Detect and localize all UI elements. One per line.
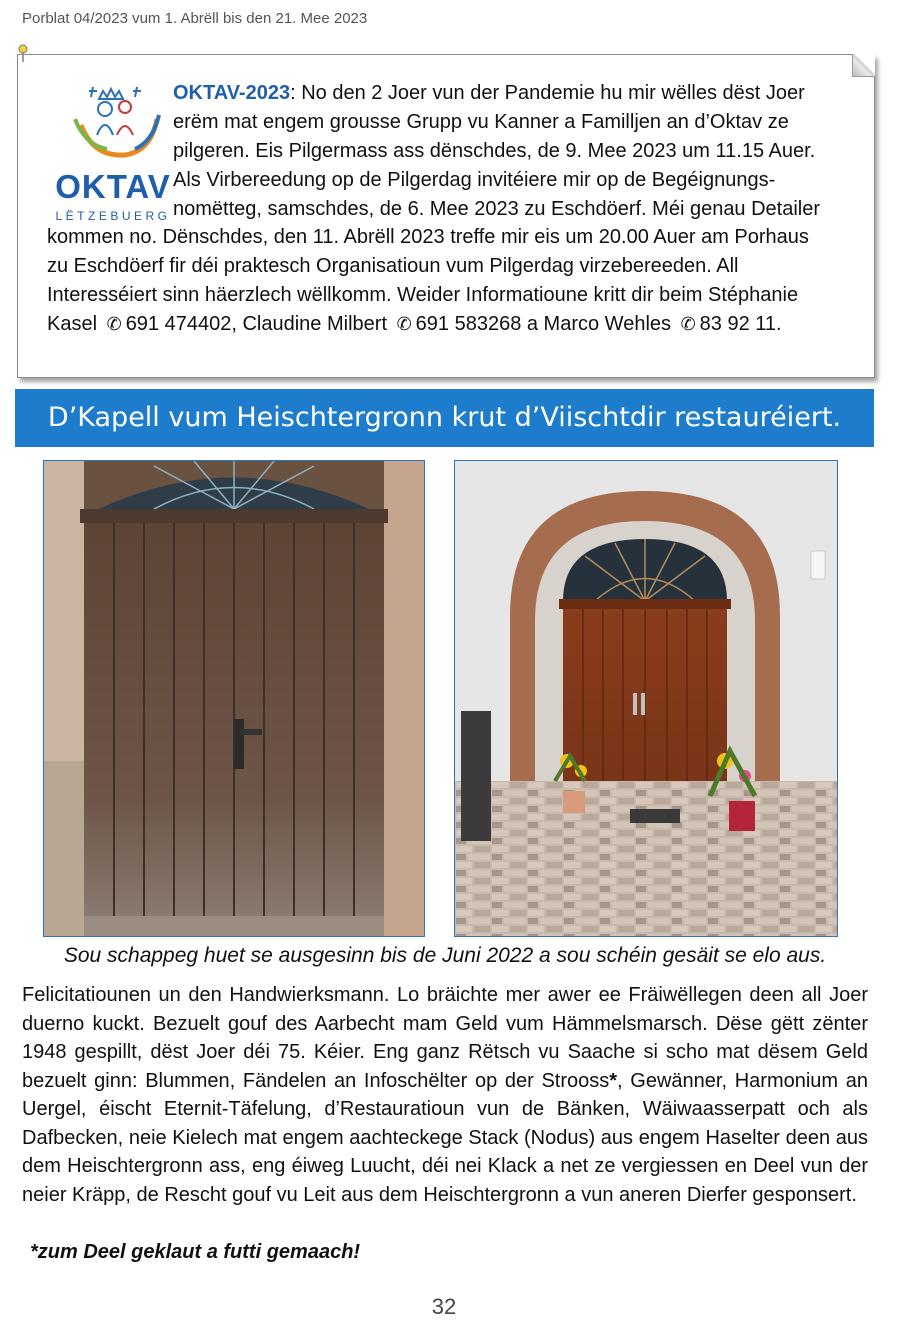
- asterisk-mark: *: [609, 1069, 618, 1092]
- restored-door-image: [455, 461, 837, 936]
- note-line: zu Eschdöerf fir déi praktesch Organisatioun vum Pilgerdag virzebereeden. All: [47, 255, 739, 277]
- note-line: Als Virbereedung op de Pilgerdag invitéiere mir op de Begéignungs-: [173, 169, 776, 191]
- logo-subtitle: LËTZEBUERG: [55, 209, 171, 223]
- article-body: [22, 981, 868, 1209]
- note-line: kommen no. Dënschdes, den 11. Abrëll 2023 treffe mir eis um 20.00 Auer am Porhaus: [47, 226, 809, 248]
- note-line-text: : No den 2 Joer vun der Pandemie hu mir wëlles dëst Joer: [290, 82, 805, 104]
- pushpin-icon: [17, 44, 29, 64]
- contact-2-name: Claudine Milbert: [242, 313, 387, 335]
- oktav-logo: [53, 75, 173, 225]
- oktav-note-box: [17, 54, 875, 378]
- section-title-banner: D’Kapell vum Heischtergronn krut d’Viischtdir restauréiert.: [15, 389, 874, 447]
- note-indented-text: [173, 79, 820, 224]
- contact-1-phone: 691 474402,: [125, 313, 237, 335]
- article-body-text-cont: , Gewänner, Harmonium an Uergel, éischt Eternit-Täfelung, d’Restauratioun vun de Bänken, Wäiwaasserpatt och als Dafbecken, neie Kielech mat engem aachteckege Stack (Nodus) aus engem Haselter deen aus dem Heischtergronn ass, eng éiweg Luucht, déi nei Klack a net ze vergiessen en Deel vun der neier Kräpp, de Rescht gouf vu Leit aus dem Heischtergronn a vun aneren Dierfer gesponsert.: [22, 1069, 868, 1206]
- oktav-logo-graphic: [53, 75, 173, 170]
- phone-icon: ✆: [106, 314, 122, 334]
- note-full-text: [47, 223, 809, 339]
- phone-icon: ✆: [680, 314, 696, 334]
- page-number: 32: [431, 1294, 457, 1319]
- logo-wordmark: OKTAV: [55, 168, 171, 205]
- photo-restored-door: [454, 460, 838, 937]
- phone-icon: ✆: [396, 314, 412, 334]
- note-line: nomëtteg, samschdes, de 6. Mee 2023 zu Eschdöerf. Méi genau Detailer: [173, 198, 821, 220]
- note-line: pilgeren. Eis Pilgermass ass dënschdes, de 9. Mee 2023 um 11.15 Auer.: [173, 140, 816, 162]
- note-line: erëm mat engem grousse Grupp vu Kanner a Familljen an d’Oktav ze: [173, 111, 789, 133]
- footnote: *zum Deel geklaut a futti gemaach!: [30, 1241, 361, 1263]
- photo-old-door: [43, 460, 425, 937]
- note-line: [173, 79, 820, 108]
- old-door-image: [44, 461, 424, 936]
- issue-header: Porblat 04/2023 vum 1. Abrëll bis den 21. Mee 2023: [22, 10, 368, 27]
- note-highlight: OKTAV-2023: [173, 82, 291, 104]
- note-line: Interesséiert sinn häerzlech wëllkomm. Weider Informatioune kritt dir beim Stéphanie: [47, 284, 799, 306]
- contact-line: [47, 310, 809, 339]
- article-body-text: Felicitatiounen un den Handwierksmann. Lo bräichte mer awer ee Fräiwëllegen deen all Joer duerno kuckt. Bezuelt gouf des Aarbecht mam Geld vum Hämmelsmarsch. Dëse gëtt zënter 1948 gespillt, dëst Joer déi 75. Kéier. Eng ganz Rëtsch vu Saache si scho mat dësem Geld bezuelt ginn: Blummen, Fändelen an Infoschëlter op der Strooss: [22, 984, 868, 1092]
- contact-1-name: Kasel: [47, 313, 98, 335]
- page-curl-corner: [852, 54, 875, 77]
- contact-3-phone: 83 92 11.: [699, 313, 782, 335]
- photo-caption: Sou schappeg huet se ausgesinn bis de Juni 2022 a sou schéin gesäit se elo aus.: [63, 944, 827, 967]
- contact-2-phone: 691 583268 a Marco Wehles: [415, 313, 672, 335]
